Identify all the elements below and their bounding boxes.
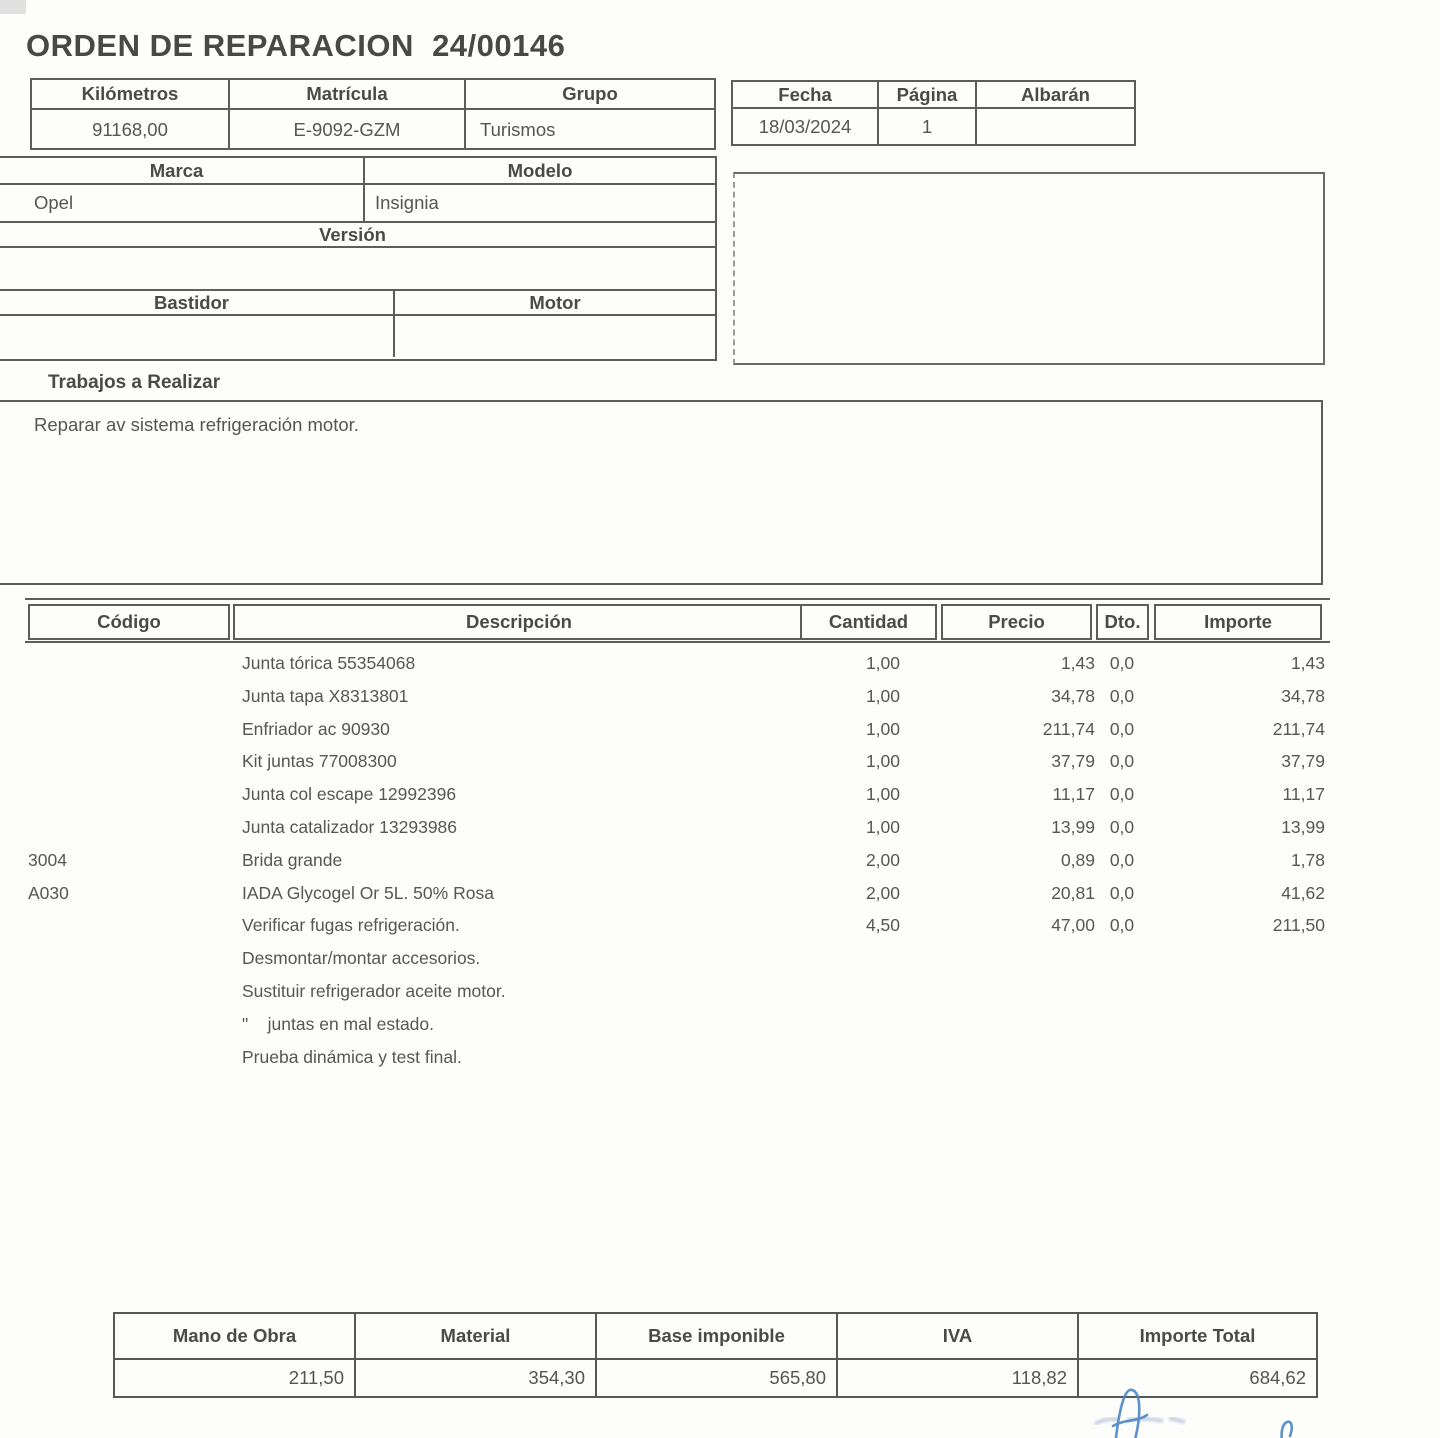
iva-value: 118,82	[838, 1360, 1079, 1396]
table-row	[0, 647, 1440, 680]
item-precio: 47,00	[1051, 915, 1095, 936]
item-dto: 0,0	[1109, 849, 1135, 870]
fecha-value: 18/03/2024	[733, 109, 879, 144]
vehicle-summary-value-row	[32, 110, 714, 150]
item-codigo: 3004	[28, 849, 67, 870]
albaran-label: Albarán	[1021, 83, 1090, 105]
item-descripcion: Verificar fugas refrigeración.	[242, 915, 460, 936]
totals-header-row	[115, 1314, 1316, 1360]
item-precio: 37,79	[1051, 751, 1095, 772]
item-dto: 0,0	[1109, 882, 1135, 903]
items-top-line	[25, 598, 1330, 600]
item-descripcion: Enfriador ac 90930	[242, 718, 390, 739]
item-dto: 0,0	[1109, 751, 1135, 772]
scan-artifact	[0, 0, 26, 14]
table-row	[0, 1041, 1440, 1074]
item-descripcion: Junta tapa X8313801	[242, 685, 409, 706]
fecha-label: Fecha	[733, 82, 879, 107]
item-precio: 13,99	[1051, 816, 1095, 837]
trabajos-text: Reparar av sistema refrigeración motor.	[34, 414, 359, 435]
iva-label: IVA	[838, 1314, 1079, 1358]
item-codigo: A030	[28, 882, 69, 903]
kilometros-value: 91168,00	[32, 110, 230, 150]
grupo-label: Grupo	[562, 83, 618, 104]
document-meta-header-row	[733, 82, 1134, 109]
item-descripcion: Kit juntas 77008300	[242, 751, 397, 772]
item-cantidad: 2,00	[865, 882, 900, 903]
item-precio: 211,74	[1042, 718, 1095, 739]
item-descripcion: Brida grande	[242, 849, 343, 870]
marca-value: Opel	[0, 185, 365, 221]
marca-modelo-value-row	[0, 185, 715, 223]
mano-de-obra-value: 211,50	[115, 1360, 356, 1396]
item-dto: 0,0	[1109, 685, 1135, 706]
bastidor-motor-header-row	[0, 291, 715, 316]
item-descripcion: IADA Glycogel Or 5L. 50% Rosa	[242, 882, 494, 903]
table-row	[0, 680, 1440, 713]
modelo-value: Insignia	[375, 192, 439, 213]
item-cantidad: 1,00	[865, 685, 900, 706]
importe-total-value: 684,62	[1249, 1367, 1306, 1388]
items-header-cantidad: Cantidad	[800, 604, 937, 640]
table-row	[0, 909, 1440, 942]
items-header-precio: Precio	[941, 604, 1092, 640]
item-descripcion: " juntas en mal estado.	[242, 1013, 435, 1034]
item-dto: 0,0	[1109, 816, 1135, 837]
marca-label: Marca	[0, 158, 365, 183]
table-row	[0, 877, 1440, 910]
document-meta-table	[731, 80, 1136, 146]
version-value-row	[0, 248, 715, 291]
motor-value	[395, 316, 715, 357]
table-row	[0, 778, 1440, 811]
document-meta-value-row	[733, 109, 1134, 144]
item-importe: 13,99	[1281, 816, 1325, 837]
item-precio: 0,89	[1060, 849, 1095, 870]
pagina-value: 1	[879, 109, 977, 144]
version-label: Versión	[319, 223, 386, 245]
address-box	[733, 172, 1325, 365]
item-importe: 211,50	[1272, 915, 1325, 936]
bastidor-label: Bastidor	[0, 291, 395, 314]
matricula-value: E-9092-GZM	[230, 110, 466, 150]
items-header-codigo: Código	[28, 604, 230, 640]
item-descripcion: Junta tórica 55354068	[242, 653, 416, 673]
item-cantidad: 2,00	[865, 849, 900, 870]
item-precio: 34,78	[1051, 685, 1095, 706]
vehicle-summary-header-row	[32, 80, 714, 110]
base-imponible-label: Base imponible	[597, 1314, 838, 1358]
importe-total-label: Importe Total	[1139, 1325, 1256, 1346]
kilometros-label: Kilómetros	[32, 80, 230, 108]
items-header-dto: Dto.	[1096, 604, 1149, 640]
table-row	[0, 811, 1440, 844]
item-precio: 20,81	[1051, 882, 1095, 903]
marca-modelo-header-row	[0, 158, 715, 185]
table-row	[0, 713, 1440, 746]
page-title: ORDEN DE REPARACION 24/00146	[26, 28, 566, 63]
item-importe: 1,43	[1290, 653, 1325, 673]
grupo-value: Turismos	[480, 119, 556, 140]
item-importe: 11,17	[1282, 784, 1325, 805]
material-label: Material	[356, 1314, 597, 1358]
items-header-importe: Importe	[1154, 604, 1322, 640]
item-cantidad: 1,00	[865, 816, 900, 837]
modelo-label: Modelo	[507, 159, 573, 181]
bastidor-motor-value-row	[0, 316, 715, 357]
item-cantidad: 4,50	[865, 915, 900, 936]
table-row	[0, 942, 1440, 975]
matricula-label: Matrícula	[230, 80, 466, 108]
base-imponible-value: 565,80	[597, 1360, 838, 1396]
motor-label: Motor	[529, 291, 581, 313]
vehicle-detail-table	[0, 156, 717, 361]
item-descripcion: Prueba dinámica y test final.	[242, 1046, 462, 1067]
vehicle-summary-table	[30, 78, 716, 150]
table-row	[0, 844, 1440, 877]
item-dto: 0,0	[1109, 653, 1135, 673]
signature-ink	[1075, 1362, 1355, 1438]
albaran-value	[977, 109, 1134, 144]
items-rows	[0, 647, 1440, 1073]
table-row	[0, 975, 1440, 1008]
item-importe: 41,62	[1281, 882, 1325, 903]
mano-de-obra-label: Mano de Obra	[115, 1314, 356, 1358]
version-value	[0, 248, 715, 289]
items-header-descripcion: Descripción	[233, 604, 805, 640]
table-row	[0, 745, 1440, 778]
item-precio: 11,17	[1052, 784, 1095, 805]
item-dto: 0,0	[1109, 718, 1135, 739]
item-cantidad: 1,00	[865, 751, 900, 772]
item-importe: 37,79	[1281, 751, 1325, 772]
item-cantidad: 1,00	[865, 718, 900, 739]
item-dto: 0,0	[1109, 784, 1135, 805]
item-descripcion: Junta col escape 12992396	[242, 784, 457, 805]
version-header-row	[0, 223, 715, 248]
pagina-label: Página	[879, 82, 977, 107]
item-descripcion: Desmontar/montar accesorios.	[242, 948, 481, 969]
material-value: 354,30	[356, 1360, 597, 1396]
item-importe: 34,78	[1281, 685, 1325, 706]
item-cantidad: 1,00	[865, 784, 900, 805]
item-descripcion: Sustituir refrigerador aceite motor.	[242, 980, 506, 1001]
item-dto: 0,0	[1109, 915, 1135, 936]
trabajos-label: Trabajos a Realizar	[48, 372, 221, 393]
table-row	[0, 1008, 1440, 1041]
bastidor-value	[0, 316, 395, 357]
items-bottom-line	[25, 641, 1330, 643]
item-descripcion: Junta catalizador 13293986	[242, 816, 458, 837]
item-cantidad: 1,00	[865, 653, 900, 673]
item-precio: 1,43	[1060, 653, 1095, 673]
item-importe: 211,74	[1272, 718, 1325, 739]
trabajos-box	[0, 400, 1323, 585]
item-importe: 1,78	[1290, 849, 1325, 870]
